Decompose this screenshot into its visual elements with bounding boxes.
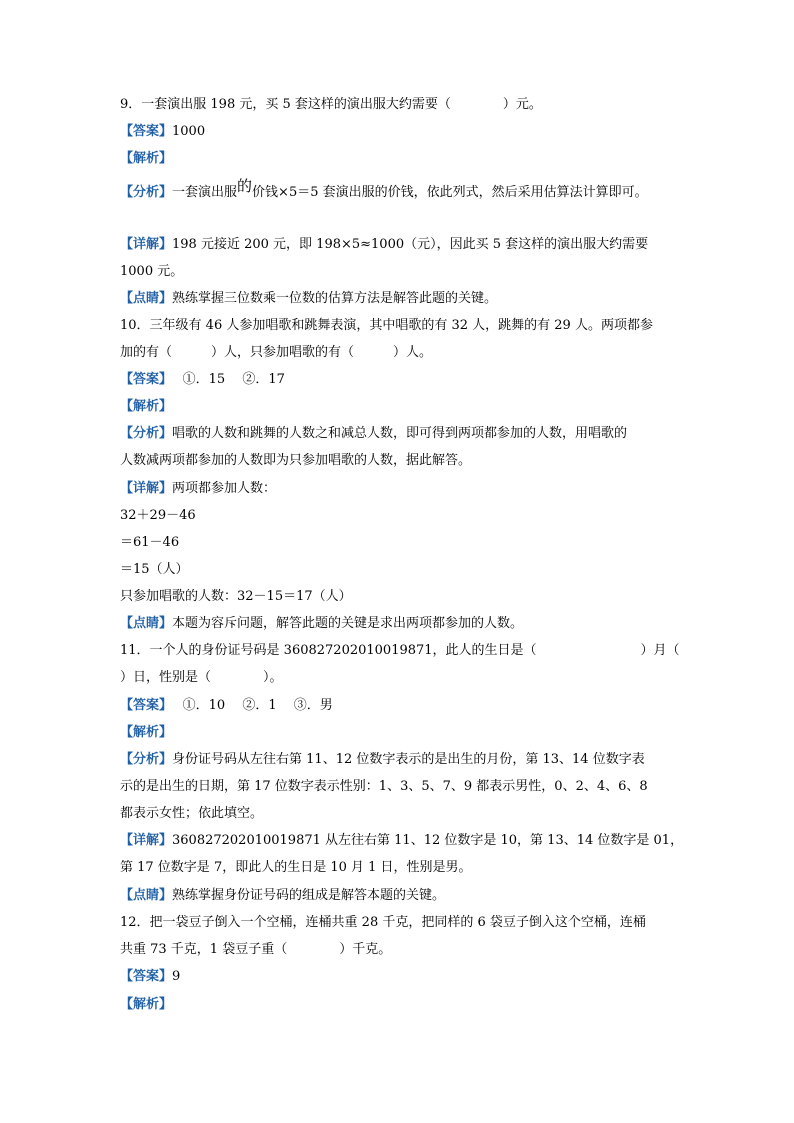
q11-xiangjie-2: 第 17 位数字是 7，即此人的生日是 10 月 1 日，性别是男。 xyxy=(120,860,472,875)
answer-label: 【答案】 xyxy=(120,124,173,139)
q10-fenxi-text-1: 唱歌的人数和跳舞的人数之和减总人数，即可得到两项都参加的人数，用唱歌的 xyxy=(172,426,628,441)
q10-dianjing-text: 本题为容斥问题，解答此题的关键是求出两项都参加的人数。 xyxy=(172,616,524,631)
dianjing-label: 【点睛】 xyxy=(120,616,173,631)
q10-fenxi-2: 人数减两项都参加的人数即为只参加唱歌的人数，据此解答。 xyxy=(120,453,472,468)
fenxi-label: 【分析】 xyxy=(120,185,173,200)
q9-dianjing-text: 熟练掌握三位数乘一位数的估算方法是解答此题的关键。 xyxy=(172,291,498,306)
q10-question-2: 加的有（ ）人，只参加唱歌的有（ ）人。 xyxy=(120,345,433,360)
q10-calc-2: ＝61－46 xyxy=(120,535,180,550)
q12-question-1: 12．把一袋豆子倒入一个空桶，连桶共重 28 千克，把同样的 6 袋豆子倒入这个空桶，连桶 xyxy=(120,915,646,930)
q11-fenxi-2: 示的是出生的日期，第 17 位数字表示性别：1、3、5、7、9 都表示男性，0、2、4、6、8 xyxy=(120,779,648,794)
q10-calc-1: 32＋29－46 xyxy=(120,508,196,523)
q9-xiangjie-text-1: 198 元接近 200 元，即 198×5≈1000（元），因此买 5 套这样的演出服大约需要 xyxy=(172,237,649,252)
xiangjie-label: 【详解】 xyxy=(120,237,173,252)
q9-fenxi xyxy=(120,177,648,202)
q12-answer-line xyxy=(120,968,180,986)
q11-fenxi-1 xyxy=(120,751,645,769)
q10-answer-line xyxy=(120,371,285,389)
q10-fenxi-1 xyxy=(120,425,627,443)
analysis-label: 【解析】 xyxy=(120,399,173,414)
q10-dianjing xyxy=(120,615,523,633)
q11-question-2: ）日，性别是（ ）。 xyxy=(120,670,283,685)
q11-fenxi-text-1: 身份证号码从左往右第 11、12 位数字表示的是出生的月份，第 13、14 位数字表 xyxy=(172,752,645,767)
xiangjie-label: 【详解】 xyxy=(120,481,173,496)
q10-analysis-label xyxy=(120,398,172,416)
q10-xiangjie-1 xyxy=(120,480,276,498)
q9-fenxi-a: 一套演出服 xyxy=(172,185,238,200)
analysis-label: 【解析】 xyxy=(120,725,173,740)
q11-xiangjie-text-1: 360827202010019871 从左往右第 11、12 位数字是 10，第 13、14 位数字是 01， xyxy=(172,833,684,848)
q11-fenxi-3: 都表示女性；依此填空。 xyxy=(120,806,264,821)
q11-xiangjie-1 xyxy=(120,832,683,850)
q9-fenxi-b: 价钱×5＝5 套演出服的价钱，依此列式，然后采用估算法计算即可。 xyxy=(252,185,648,200)
dianjing-label: 【点睛】 xyxy=(120,291,173,306)
q9-fenxi-sup: 的 xyxy=(237,177,253,195)
q9-dianjing xyxy=(120,290,497,308)
q9-xiangjie-1 xyxy=(120,236,648,254)
q12-answer: 9 xyxy=(172,969,181,984)
q9-xiangjie-2: 1000 元。 xyxy=(120,264,184,279)
q11-analysis-label xyxy=(120,724,172,742)
fenxi-label: 【分析】 xyxy=(120,426,173,441)
q9-analysis-label xyxy=(120,150,172,168)
answer-label: 【答案】 xyxy=(120,698,166,713)
q12-analysis-label xyxy=(120,996,172,1014)
q10-question-1: 10．三年级有 46 人参加唱歌和跳舞表演，其中唱歌的有 32 人，跳舞的有 29 人。两项都参 xyxy=(120,318,653,333)
q11-answer-line xyxy=(120,697,333,715)
q10-answer: ①．15 ②．17 xyxy=(165,372,285,387)
q9-question: 9．一套演出服 198 元，买 5 套这样的演出服大约需要（ ）元。 xyxy=(120,97,542,112)
q11-dianjing-text: 熟练掌握身份证号码的组成是解答本题的关键。 xyxy=(172,888,446,903)
q11-dianjing xyxy=(120,887,445,905)
dianjing-label: 【点睛】 xyxy=(120,888,173,903)
q12-question-2: 共重 73 千克，1 袋豆子重（ ）千克。 xyxy=(120,942,392,957)
fenxi-label: 【分析】 xyxy=(120,752,173,767)
q9-answer-line xyxy=(120,123,205,141)
q10-calc-3: ＝15（人） xyxy=(120,562,189,577)
answer-label: 【答案】 xyxy=(120,372,166,387)
q11-question-1: 11．一个人的身份证号码是 360827202010019871，此人的生日是（ ）月（ xyxy=(120,643,680,658)
q10-xiangjie-text-1: 两项都参加人数： xyxy=(172,481,277,496)
q9-answer: 1000 xyxy=(172,124,206,139)
analysis-label: 【解析】 xyxy=(120,997,173,1012)
xiangjie-label: 【详解】 xyxy=(120,833,173,848)
analysis-label: 【解析】 xyxy=(120,151,173,166)
answer-label: 【答案】 xyxy=(120,969,173,984)
q10-calc-4: 只参加唱歌的人数：32－15＝17（人） xyxy=(120,589,352,604)
q11-answer: ①．10 ②．1 ③．男 xyxy=(165,698,333,713)
